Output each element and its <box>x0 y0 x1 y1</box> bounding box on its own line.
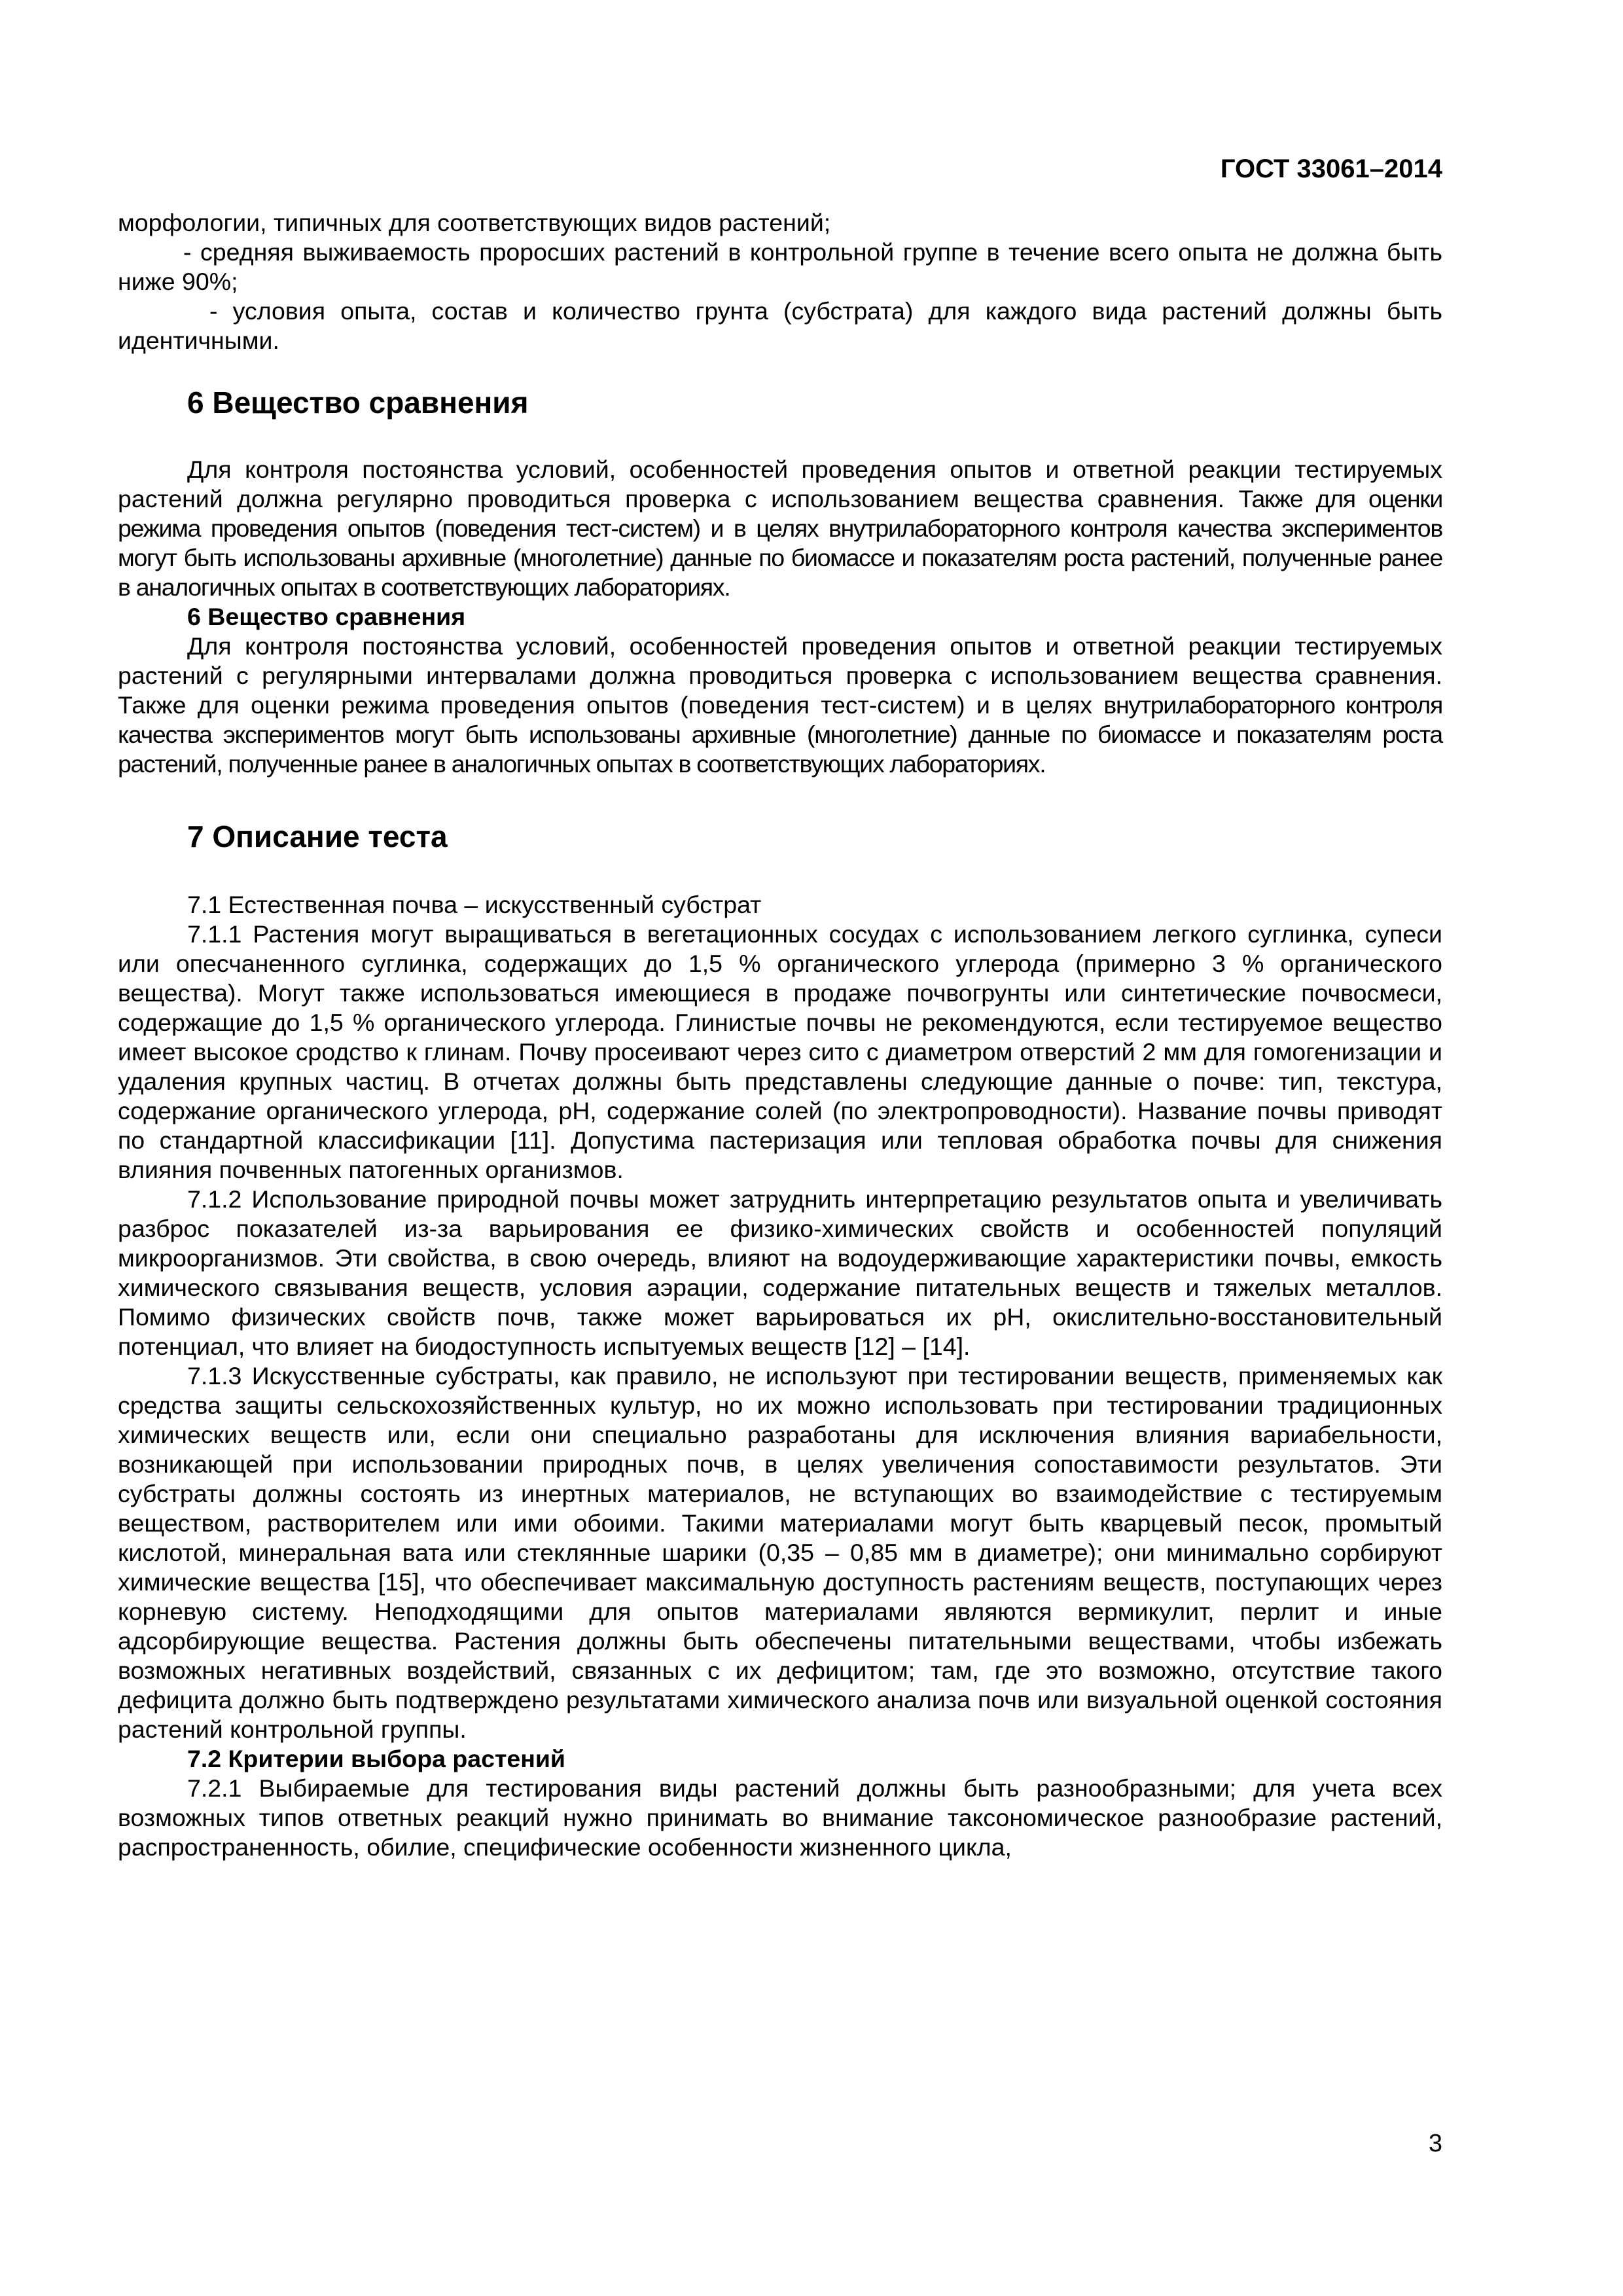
standard-designation: ГОСТ 33061–2014 <box>1220 154 1442 183</box>
subsection-7-2-heading: 7.2 Критерии выбора растений <box>187 1745 565 1772</box>
document-body <box>118 208 1442 1862</box>
page-number: 3 <box>1428 2130 1442 2157</box>
section-6-heading-duplicate: 6 Вещество сравнения <box>187 603 466 630</box>
paragraph-7-1-1: 7.1.1 Растения могут выращиваться в вегетационных сосудах с использованием легкого суглинка, супеси или опесчаненного суглинка, содержащих до 1,5 % органического углерода (примерно 3 % органического вещества). Могут также использоваться имеющиеся в продаже почвогрунты или синтетические почвосмеси, содержащие до 1,5 % органического углерода. Глинистые почвы не рекомендуются, если тестируемое вещество имеет высокое сродство к глинам. Почву просеивают через сито с диаметром отверстий 2 мм для гомогенизации и удаления крупных частиц. В отчетах должны быть представлены следующие данные о почве: тип, текстура, содержание органического углерода, рН, содержание солей (по электропроводности). Название почвы приводят по стандартной классификации [11]. Допустима пастеризация или тепловая обработка почвы для снижения влияния почвенных патогенных организмов. <box>118 920 1442 1183</box>
paragraph-survival-requirement: - средняя выживаемость проросших растений в контрольной группе в течение всего опыта не должна быть ниже 90%; <box>118 238 1442 295</box>
reference-substance-text: Для контроля постоянства условий, особенностей проведения опытов и ответной реакции тестируемых растений должна регулярно проводиться проверка с использованием вещества сравнения. <box>118 456 1442 512</box>
paragraph-7-1-3: 7.1.3 Искусственные субстраты, как правило, не используют при тестировании веществ, применяемых как средства защиты сельскохозяйственных культур, но их можно использовать при тестировании традиционных химических веществ или, если они специально разработаны для исключения влияния вариабельности, возникающей при использовании природных почв, в целях увеличения сопоставимости результатов. Эти субстраты должны состоять из инертных материалов, не вступающих во взаимодействие с тестируемым веществом, растворителем или ими обоими. Такими материалами могут быть кварцевый песок, промытый кислотой, минеральная вата или стеклянные шарики (0,35 – 0,85 мм в диаметре); они минимально сорбируют химические вещества [15], что обеспечивает максимальную доступность растениям веществ, поступающих через корневую систему. Неподходящими для опытов материалами являются вермикулит, перлит и иные адсорбирующие вещества. Растения должны быть обеспечены питательными веществами, чтобы избежать возможных негативных воздействий, связанных с их дефицитом; там, где это возможно, отсутствие такого дефицита должно быть подтверждено результатами химического анализа почв или визуальной оценкой состояния растений контрольной группы. <box>118 1362 1442 1743</box>
paragraph-morphology: морфологии, типичных для соответствующих видов растений; <box>118 209 831 236</box>
section-6-heading: 6 Вещество сравнения <box>187 386 529 420</box>
reference-substance-archive-text: Также для оценки режима проведения опытов (поведения тест-систем) и в целях внутрилабораторного контроля качества экспериментов могут быть использованы архивные (многолетние) данные по биомассе и показателям роста растений, полученные ранее в аналогичных опытах в соответствующих лабораториях. <box>118 485 1442 601</box>
section-7-heading: 7 Описание теста <box>187 819 448 853</box>
paragraph-7-1-2: 7.1.2 Использование природной почвы может затруднить интерпретацию результатов опыта и увеличивать разброс показателей из-за варьирования ее физико-химических свойств и особенностей популяций микроорганизмов. Эти свойства, в свою очередь, влияют на водоудерживающие характеристики почвы, емкость химического связывания веществ, условия аэрации, содержание питательных веществ и тяжелых металлов. Помимо физических свойств почв, также может варьироваться их рН, окислительно-восстановительный потенциал, что влияет на биодоступность испытуемых веществ [12] – [14]. <box>118 1185 1442 1360</box>
subsection-7-1-title: 7.1 Естественная почва – искусственный субстрат <box>187 891 762 918</box>
paragraph-7-2-1: 7.2.1 Выбираемые для тестирования виды растений должны быть разнообразными; для учета всех возможных типов ответных реакций нужно принимать во внимание таксономическое разнообразие растений, распространенность, обилие, специфические особенности жизненного цикла, <box>118 1774 1442 1861</box>
reference-substance-revised-text: Для контроля постоянства условий, особенностей проведения опытов и ответной реакции тестируемых растений с регулярными интервалами должна проводиться проверка с использованием вещества сравнения. Также для оценки режима проведения опытов (поведения тест-систем) и в целях <box>118 632 1442 719</box>
paragraph-reference-substance <box>118 455 1442 602</box>
reference-substance-revised-archive-text: внутрилабораторного контроля качества экспериментов могут быть использованы архивные (многолетние) данные по биомассе и показателям роста растений, полученные ранее в аналогичных опытах в соответствующих лабораториях. <box>118 691 1442 778</box>
paragraph-identical-conditions: - условия опыта, состав и количество грунта (субстрата) для каждого вида растений должны быть идентичными. <box>118 297 1442 354</box>
paragraph-reference-substance-revised <box>118 632 1442 779</box>
